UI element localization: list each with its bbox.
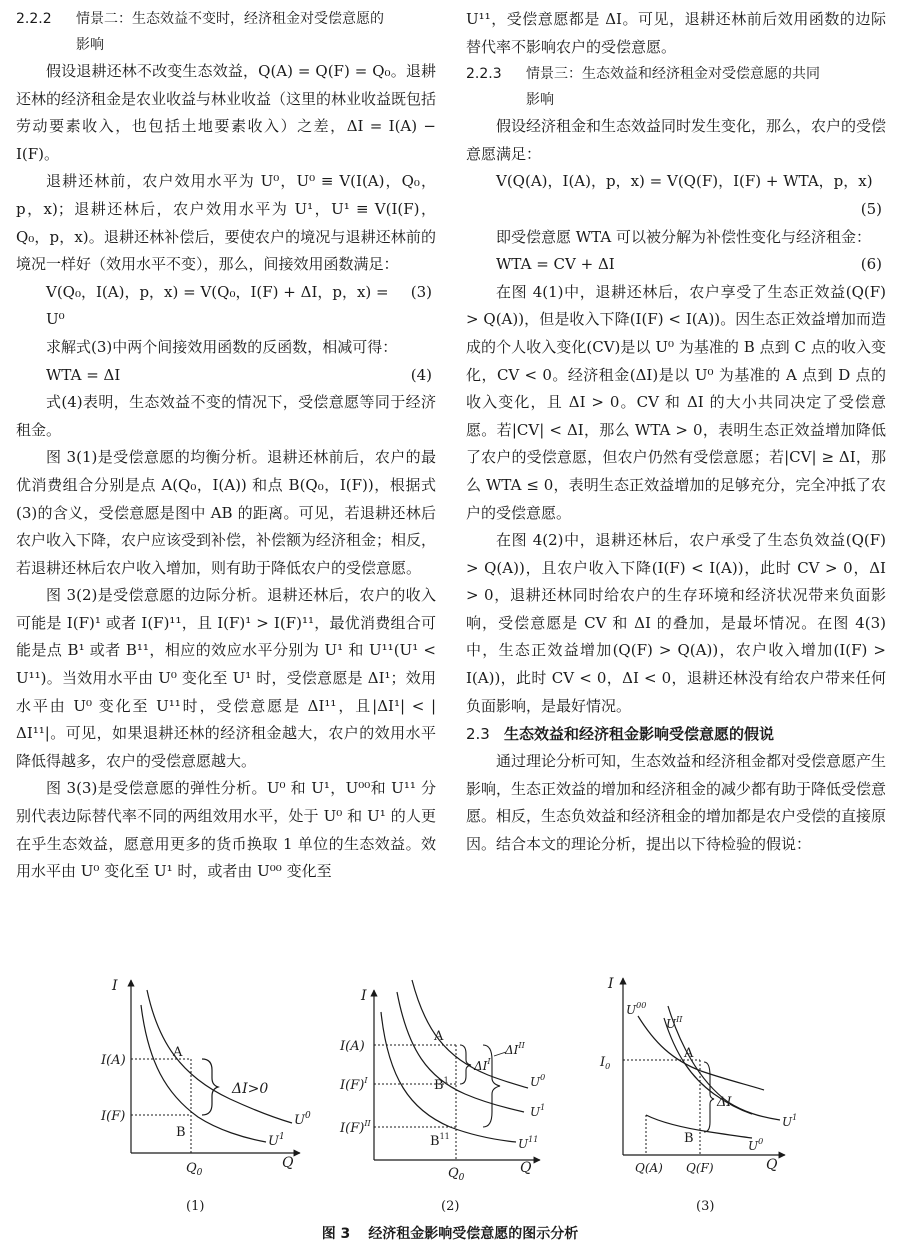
- curve-label-u11: $U^{II}$: [666, 1015, 683, 1031]
- paragraph: 图 3(1)是受偿意愿的均衡分析。退耕还林前后，农户的最优消费组合分别是点 A(Q₀，I(A)) 和点 B(Q₀，I(F))，根据式(3)的含义，受偿意愿是图中 AB 的距离。可见，若退耕还林后农户收入下降，农户应该受到补偿，补偿额为经济租金；相反，若退耕还林后农户收入增加，则有助于降低农户的受偿意愿。: [16, 448, 437, 577]
- section-title: 生态效益和经济租金影响受偿意愿的假说: [504, 725, 775, 744]
- section-title-line2: 影响: [76, 37, 104, 53]
- brace: [202, 1059, 218, 1115]
- section-number: 2.3: [466, 725, 490, 744]
- equation-number: (5): [860, 199, 882, 218]
- curve-u0: [147, 990, 292, 1123]
- equation-number: (3): [410, 282, 432, 301]
- paragraph: 在图 4(1)中，退耕还林后，农户享受了生态正效益(Q(F) > Q(A))，但是收入下降(I(F) < I(A))。因生态正效益增加而造成的个人收入变化(CV)是以 U⁰ 为基准的 B 点到 C 点的收入变化，CV < 0。经济租金(ΔI)是以 U⁰ 为基准的 A 点到 D 点的收入变化，且 ΔI > 0。CV 和 ΔI 的大小共同决定了受偿意愿。若|CV| < ΔI，那么 WTA > 0，表明生态正效益增加降低了农户的受偿意愿，但农户仍然有受偿意愿；若|CV| ≥ ΔI，那么 WTA ≤ 0，表明生态正效益增加的足够充分，完全冲抵了农户的受偿意愿。: [466, 282, 886, 522]
- x-tick-qa: Q(A): [635, 1161, 663, 1175]
- section-number: 2.2.2: [16, 11, 52, 27]
- x-axis-label: Q: [282, 1155, 294, 1171]
- y-axis-label: I: [608, 976, 614, 992]
- section-title-line1: 情景二：生态效益不变时，经济租金对受偿意愿的: [76, 11, 384, 27]
- paragraph-continued: U¹¹，受偿意愿都是 ΔI。可见，退耕还林前后效用函数的边际替代率不影响农户的受偿意愿。: [466, 10, 886, 56]
- point-b: B: [176, 1125, 186, 1140]
- paragraph: 式(4)表明，生态效益不变的情况下，受偿意愿等同于经济租金。: [16, 393, 436, 439]
- y-tick-if1: $I(F)^I$: [340, 1076, 368, 1093]
- paragraph: 图 3(2)是受偿意愿的边际分析。退耕还林后，农户的收入可能是 I(F)¹ 或者 I(F)¹¹，且 I(F)¹ > I(F)¹¹，最优消费组合可能是点 B¹ 或者 B¹¹，相应的效应水平分别为 U¹ 和 U¹¹(U¹ < U¹¹)。当效用水平由 U⁰ 变化至 U¹ 时，受偿意愿是 ΔI¹；效用水平由 U⁰ 变化至 U¹¹时，受偿意愿是 ΔI¹¹，且|ΔI¹| < |ΔI¹¹|。可见，如果退耕还林的经济租金越大，农户的效用水平降低得越多，农户的受偿意愿越大。: [16, 586, 436, 770]
- paragraph: 在图 4(2)中，退耕还林后，农户承受了生态负效益(Q(F) > Q(A))，且农户收入下降(I(F) < I(A))，此时 CV > 0，ΔI > 0，退耕还林同时给农户的生存环境和经济状况带来负面影响，受偿意愿是 CV 和 ΔI 的叠加，是最坏情况。在图 4(3)中，生态正效益增加(Q(F) > Q(A))，农户收入增加(I(F) > I(A))，此时 CV < 0，ΔI < 0，退耕还林没有给农户带来任何负面影响，是最好情况。: [466, 531, 886, 715]
- paragraph: 假设经济租金和生态效益同时发生变化，那么，农户的受偿意愿满足：: [466, 117, 887, 163]
- equation-body: V(Q₀，I(A)，p，x) = V(Q₀，I(F) + ΔI，p，x) = U⁰: [46, 282, 389, 329]
- curve-u0: [646, 1115, 752, 1138]
- x-axis-label: Q: [520, 1160, 532, 1176]
- paragraph: 即受偿意愿 WTA 可以被分解为补偿性变化与经济租金：: [496, 227, 871, 246]
- figure-3-svg: [0, 960, 900, 1246]
- equation-3: [16, 279, 436, 334]
- brace-delta1: [460, 1045, 471, 1084]
- x-tick-q0: $Q_0$: [186, 1161, 203, 1178]
- left-column: [16, 6, 436, 886]
- curve-label-u11: $U^{11}$: [518, 1135, 539, 1151]
- curve-label-u0: $U^0$: [294, 1111, 311, 1128]
- figure-caption: [0, 1223, 900, 1243]
- point-b1: $B^1$: [434, 1076, 449, 1093]
- delta11-label: $\Delta I^{II}$: [505, 1041, 525, 1057]
- y-axis-label: I: [112, 978, 118, 994]
- curve-label-u00: $U^{00}$: [626, 1001, 647, 1017]
- delta1-label: $\Delta I^I$: [474, 1057, 491, 1073]
- curve-u1: [141, 1005, 269, 1142]
- equation-6: [466, 251, 886, 279]
- curve-label-u0: $U^0$: [748, 1137, 764, 1153]
- panel-sublabel: (1): [186, 1199, 205, 1214]
- curve-label-u0: $U^0$: [530, 1073, 546, 1089]
- section-title-line1: 情景三：生态效益和经济租金对受偿意愿的共同: [526, 66, 820, 83]
- right-column: [466, 6, 886, 859]
- section-heading-2-2-3: [466, 61, 886, 113]
- equation-5: [466, 168, 886, 196]
- caption-number: 图 3: [321, 1226, 351, 1242]
- y-tick-if11: $I(F)^{II}$: [340, 1119, 371, 1136]
- x-tick-qf: Q(F): [686, 1161, 714, 1175]
- panel-2: [339, 980, 545, 1214]
- paragraph: 求解式(3)中两个间接效用函数的反函数，相减可得：: [46, 337, 398, 356]
- section-heading-2-3: [466, 720, 886, 748]
- x-axis-label: Q: [766, 1157, 778, 1173]
- curve-label-u1: $U^1$: [530, 1103, 546, 1119]
- point-b: B: [684, 1131, 694, 1146]
- x-tick-q0: $Q_0$: [448, 1166, 465, 1183]
- y-tick-ia: I(A): [101, 1053, 126, 1068]
- panel-3: [599, 976, 797, 1214]
- equation-body: V(Q(A)，I(A)，p，x) = V(Q(F)，I(F) + WTA，p，x): [496, 172, 873, 191]
- section-heading-2-2-2: [16, 6, 436, 58]
- panel-sublabel: (3): [696, 1199, 715, 1214]
- point-a: A: [434, 1029, 444, 1044]
- y-tick-i0: $I_0$: [600, 1055, 611, 1071]
- equation-number: (6): [860, 255, 882, 274]
- equation-body: WTA = ΔI: [46, 365, 121, 384]
- curve-label-u1: $U^1$: [268, 1132, 285, 1149]
- curve-u0: [412, 980, 528, 1088]
- equation-number: (4): [410, 365, 432, 384]
- y-axis-label: I: [361, 988, 367, 1004]
- panel-1: [100, 978, 311, 1214]
- brace-delta11: [483, 1045, 500, 1127]
- section-title-line2: 影响: [526, 92, 554, 109]
- paragraph: 假设退耕还林不改变生态效益，Q(A) = Q(F) = Q₀。退耕还林的经济租金是农业收益与林业收益（这里的林业收益既包括劳动要素收入，也包括土地要素收入）之差，ΔI = I(A) − I(F)。: [16, 62, 437, 163]
- paragraph: 退耕还林前，农户效用水平为 U⁰，U⁰ ≡ V(I(A)，Q₀，p，x)；退耕还林后，农户效用水平为 U¹，U¹ ≡ V(I(F)，Q₀，p，x)。退耕还林补偿后，要使农户的境况与退耕还林前的境况一样好（效用水平不变），那么，间接效用函数满足：: [16, 172, 436, 274]
- equation-4: [16, 362, 436, 390]
- equation-body: WTA = CV + ΔI: [496, 255, 615, 274]
- point-a: A: [684, 1046, 694, 1061]
- panel-sublabel: (2): [441, 1199, 460, 1214]
- paragraph: 通过理论分析可知，生态效益和经济租金都对受偿意愿产生影响，生态正效益的增加和经济租金的减少都有助于降低受偿意愿。相反，生态负效益和经济租金的增加都是农户受偿的直接原因。结合本文的理论分析，提出以下待检验的假说：: [466, 752, 887, 854]
- section-number: 2.2.3: [466, 66, 502, 83]
- delta-label: ΔI: [717, 1095, 732, 1110]
- figure-3: [0, 960, 900, 1246]
- curve-label-u1: $U^1$: [782, 1113, 798, 1129]
- y-tick-ia: I(A): [340, 1039, 365, 1054]
- curve-u00: [638, 1016, 764, 1090]
- caption-text: 经济租金影响受偿意愿的图示分析: [368, 1226, 579, 1242]
- point-b11: $B^{11}$: [430, 1132, 450, 1149]
- point-a: A: [173, 1045, 183, 1060]
- y-tick-if: I(F): [101, 1109, 126, 1124]
- paragraph: 图 3(3)是受偿意愿的弹性分析。U⁰ 和 U¹，U⁰⁰和 U¹¹ 分别代表边际替代率不同的两组效用水平，处于 U⁰ 和 U¹ 的人更在乎生态效益，愿意用更多的货币换取 1 单位的生态效益。效用水平由 U⁰ 变化至 U¹ 时，或者由 U⁰⁰ 变化至: [16, 779, 436, 881]
- brace-label: ΔI>0: [232, 1081, 269, 1097]
